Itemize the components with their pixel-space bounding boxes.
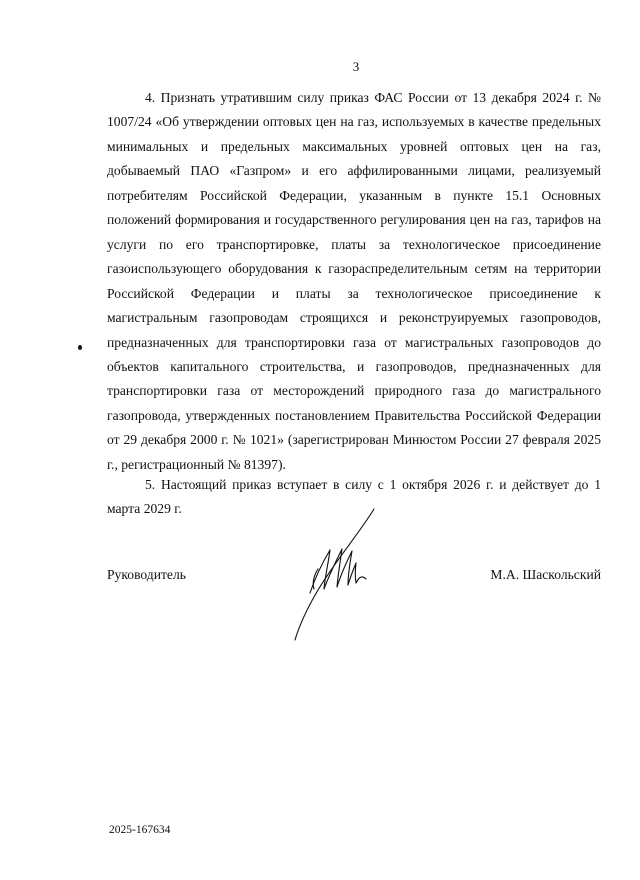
paragraph-4: 4. Признать утратившим силу приказ ФАС России от 13 декабря 2024 г. № 1007/24 «Об утверждении оптовых цен на газ, используемых в качестве предельных минимальных и предельных максимальных уровней оптовых цен на газ, добываемый ПАО «Газпром» и его аффилированными лицами, реализуемый потребителям Российской Федерации, указанным в пункте 15.1 Основных положений формирования и государственного регулирования цен на газ, тарифов на услуги по его транспортировке, платы за технологическое присоединение газоиспользующего оборудования к газораспределительным сетям на территории Российской Федерации и платы за технологическое присоединение к магистральным газопроводам строящихся и реконструируемых газопроводов, предназначенных для транспортировки газа от магистральных газопроводов до объектов капитального строительства, и газопроводов, предназначенных для транспортировки газа от месторождений природного газа до магистрального газопровода, утвержденных постановлением Правительства Российской Федерации от 29 декабря 2000 г. № 1021» (зарегистрирован Минюстом России 27 февраля 2025 г., регистрационный № 81397). (107, 90, 601, 472)
document-number: 2025-167634 (109, 824, 171, 836)
scan-speck (78, 345, 82, 350)
page-number: 3 (352, 59, 360, 74)
signature-block (107, 565, 601, 585)
signatory-name: М.А. Шаскольский (490, 567, 601, 582)
position-title: Руководитель (107, 567, 186, 582)
paragraph-5: 5. Настоящий приказ вступает в силу с 1 октября 2026 г. и действует до 1 марта 2029 г. (107, 477, 601, 517)
